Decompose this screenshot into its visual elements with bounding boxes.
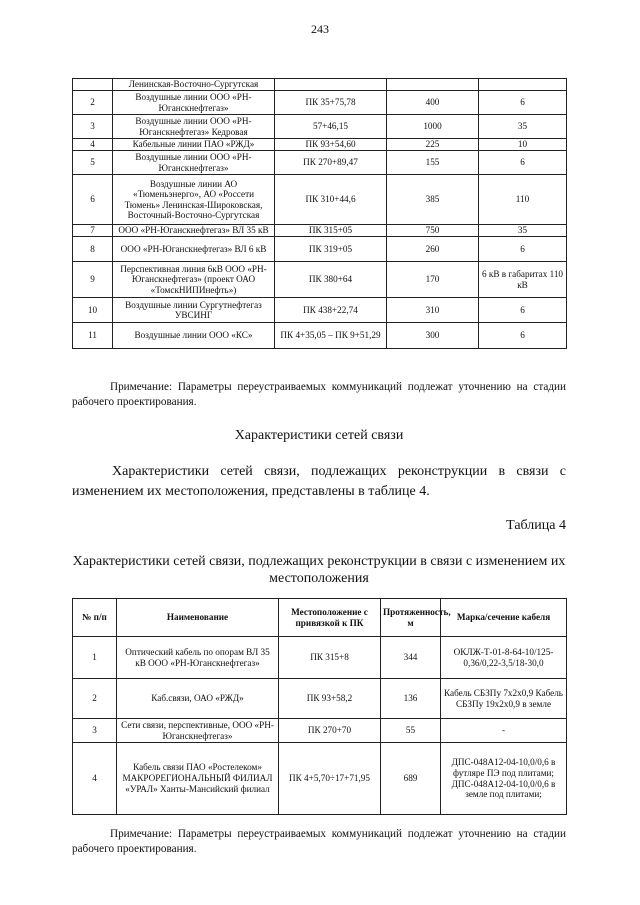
line-name: Воздушные линии ООО «КС» <box>113 323 275 349</box>
header-name: Наименование <box>117 599 279 637</box>
line-name: Перспективная линия 6кВ ООО «РН-Юганскнефтегаз» (проект ОАО «ТомскНИПИнефть») <box>113 262 275 298</box>
table-row <box>73 175 567 225</box>
network-name: Оптический кабель по опорам ВЛ 35 кВ ООО «РН-Юганскнефтегаз» <box>117 637 279 679</box>
length-cell: 385 <box>387 175 479 225</box>
header-length: Протяженность, м <box>381 599 441 637</box>
table-row <box>73 323 567 349</box>
table-label: Таблица 4 <box>506 518 566 533</box>
note-paragraph-2 <box>72 827 566 857</box>
length-cell: 300 <box>387 323 479 349</box>
page-number: 243 <box>311 22 329 36</box>
brand-cell: ОКЛЖ-Т-01-8-64-10/125-0,36/0,22-3,5/18-30,0 <box>441 637 567 679</box>
length-cell: 344 <box>381 637 441 679</box>
table-row <box>73 139 567 151</box>
location-cell: ПК 315+8 <box>279 637 381 679</box>
pk-location: ПК 319+05 <box>275 237 387 262</box>
pk-location: ПК 270+89,47 <box>275 151 387 175</box>
header-num: № п/п <box>73 599 117 637</box>
header-brand: Марка/сечение кабеля <box>441 599 567 637</box>
table-title: Характеристики сетей связи, подлежащих реконструкции в связи с изменением их местоположения <box>72 554 566 587</box>
line-name: ООО «РН-Юганскнефтегаз» ВЛ 6 кВ <box>113 237 275 262</box>
table-row <box>73 719 567 743</box>
length-cell: 400 <box>387 91 479 115</box>
paragraph-text: Характеристики сетей связи, подлежащих реконструкции в связи с изменением их местоположения, представлены в таблице 4. <box>72 464 566 499</box>
row-number: 1 <box>73 637 117 679</box>
note-text: Примечание: Параметры переустраиваемых коммуникаций подлежат уточнению на стадии рабочего проектирования. <box>72 381 566 409</box>
row-number: 6 <box>73 175 113 225</box>
table-row <box>73 79 567 91</box>
line-name: Воздушные линии ООО «РН-Юганскнефтегаз» Кедровая <box>113 115 275 139</box>
row-number: 9 <box>73 262 113 298</box>
voltage-cell: 6 <box>479 91 567 115</box>
pk-location: ПК 380+64 <box>275 262 387 298</box>
pk-location: ПК 315+05 <box>275 225 387 237</box>
table-row <box>73 679 567 719</box>
table-row <box>73 91 567 115</box>
table-row <box>73 637 567 679</box>
row-number: 2 <box>73 679 117 719</box>
location-cell: ПК 93+58,2 <box>279 679 381 719</box>
row-number: 11 <box>73 323 113 349</box>
network-name: Сети связи, перспективные, ООО «РН-Юганскнефтегаз» <box>117 719 279 743</box>
note-paragraph-1 <box>72 380 566 410</box>
row-number: 3 <box>73 719 117 743</box>
table-row <box>73 743 567 815</box>
line-name: Кабельные линии ПАО «РЖД» <box>113 139 275 151</box>
location-cell: ПК 4+5,70÷17+71,95 <box>279 743 381 815</box>
voltage-cell: 35 <box>479 115 567 139</box>
pk-location: ПК 438+22,74 <box>275 298 387 323</box>
line-name: ООО «РН-Юганскнефтегаз» ВЛ 35 кВ <box>113 225 275 237</box>
section-title: Характеристики сетей связи <box>234 428 404 443</box>
pk-location: ПК 310+44,6 <box>275 175 387 225</box>
table-row <box>73 151 567 175</box>
table-row <box>73 225 567 237</box>
network-name: Кабель связи ПАО «Ростелеком» МАКРОРЕГИОНАЛЬНЫЙ ФИЛИАЛ «УРАЛ» Ханты-Мансийский филиал <box>117 743 279 815</box>
network-name: Каб.связи, ОАО «РЖД» <box>117 679 279 719</box>
header-row <box>73 599 567 637</box>
table-row <box>73 298 567 323</box>
row-number: 2 <box>73 91 113 115</box>
row-number <box>73 79 113 91</box>
row-number: 4 <box>73 743 117 815</box>
length-cell: 55 <box>381 719 441 743</box>
location-cell: ПК 270+70 <box>279 719 381 743</box>
pk-location: ПК 4+35,05 – ПК 9+51,29 <box>275 323 387 349</box>
line-name: Воздушные линии АО «Тюменьэнерго», АО «Россети Тюмень» Ленинская-Широковская, Восточный-Восточно-Сургутская <box>113 175 275 225</box>
voltage-cell: 6 <box>479 151 567 175</box>
power-lines-table <box>72 78 567 349</box>
pk-location: ПК 35+75,78 <box>275 91 387 115</box>
length-cell: 170 <box>387 262 479 298</box>
brand-cell: ДПС-048А12-04-10,0/0,6 в футляре ПЭ под плитами; ДПС-048А12-04-10,0/0,6 в земле под плитами; <box>441 743 567 815</box>
length-cell: 310 <box>387 298 479 323</box>
voltage-cell: 6 <box>479 237 567 262</box>
table-row <box>73 115 567 139</box>
row-number: 10 <box>73 298 113 323</box>
length-cell: 689 <box>381 743 441 815</box>
row-number: 8 <box>73 237 113 262</box>
voltage-cell: 6 кВ в габаритах 110 кВ <box>479 262 567 298</box>
pk-location <box>275 79 387 91</box>
body-paragraph <box>72 462 566 502</box>
length-cell: 260 <box>387 237 479 262</box>
length-cell: 155 <box>387 151 479 175</box>
length-cell: 136 <box>381 679 441 719</box>
communication-networks-table <box>72 598 567 815</box>
line-name: Воздушные линии ООО «РН-Юганскнефтегаз» <box>113 151 275 175</box>
voltage-cell: 6 <box>479 323 567 349</box>
voltage-cell: 10 <box>479 139 567 151</box>
header-location: Местоположение с привязкой к ПК <box>279 599 381 637</box>
row-number: 5 <box>73 151 113 175</box>
voltage-cell <box>479 79 567 91</box>
voltage-cell: 35 <box>479 225 567 237</box>
note-text: Примечание: Параметры переустраиваемых коммуникаций подлежат уточнению на стадии рабочего проектирования. <box>72 828 566 856</box>
pk-location: 57+46,15 <box>275 115 387 139</box>
length-cell: 1000 <box>387 115 479 139</box>
row-number: 3 <box>73 115 113 139</box>
row-number: 4 <box>73 139 113 151</box>
line-name: Ленинская-Восточно-Сургутская <box>113 79 275 91</box>
length-cell: 225 <box>387 139 479 151</box>
line-name: Воздушные линии Сургутнефтегаз УВСИНГ <box>113 298 275 323</box>
row-number: 7 <box>73 225 113 237</box>
length-cell <box>387 79 479 91</box>
brand-cell: - <box>441 719 567 743</box>
line-name: Воздушные линии ООО «РН-Юганскнефтегаз» <box>113 91 275 115</box>
length-cell: 750 <box>387 225 479 237</box>
brand-cell: Кабель СБЗПу 7х2х0,9 Кабель СБЗПу 19х2х0,9 в земле <box>441 679 567 719</box>
pk-location: ПК 93+54,60 <box>275 139 387 151</box>
voltage-cell: 110 <box>479 175 567 225</box>
voltage-cell: 6 <box>479 298 567 323</box>
table-row <box>73 262 567 298</box>
table-row <box>73 237 567 262</box>
